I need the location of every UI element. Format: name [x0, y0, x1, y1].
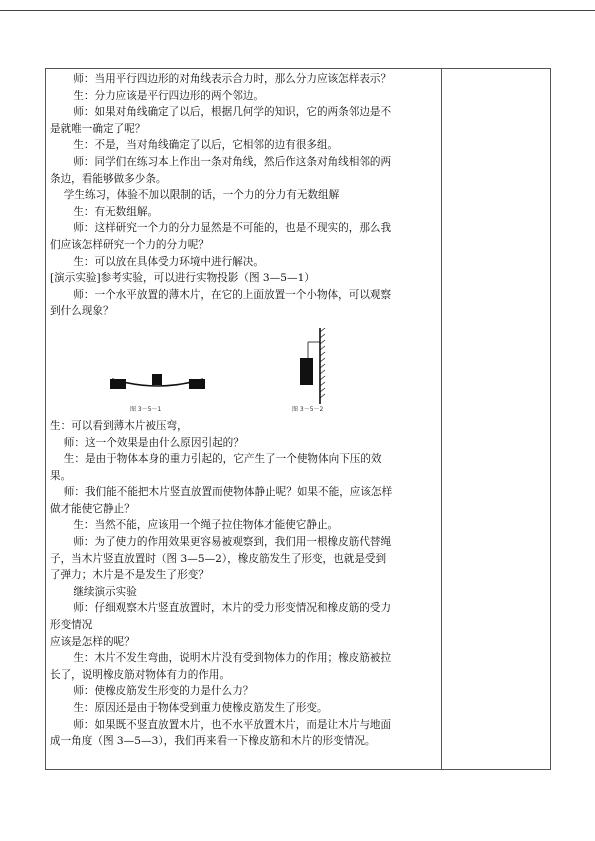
page-top-rule [0, 10, 595, 11]
text-line: 师：如果对角线确定了以后，根据几何学的知识，它的两条邻边是不 [73, 106, 392, 119]
figure-3-5-2-caption: 图 3－5－2 [292, 405, 324, 413]
text-line: 到什么现象？ [50, 305, 114, 318]
text-line: 子，当木片竖直放置时（图 3—5—2），橡皮筋发生了形变，也就是受到 [50, 552, 387, 565]
text-line: 做才能使它静止？ [50, 502, 135, 515]
text-line: 果。 [50, 469, 72, 482]
text-line: 是就唯一确定了呢？ [50, 122, 146, 135]
text-line: 形变情况 [50, 619, 93, 632]
text-line: 生：有无数组解。 [73, 205, 159, 218]
text-line: 长了，说明橡皮筋对物体有力的作用。 [50, 668, 231, 681]
text-line: 师：这一个效果是由什么原因引起的？ [63, 436, 244, 449]
small-object [152, 374, 162, 385]
text-line: 了弹力；木片是不是发生了形变？ [50, 569, 209, 582]
text-line: 生：可以放在具体受力环境中进行解决。 [73, 255, 264, 268]
text-line: 师：同学们在练习本上作出一条对角线，然后作这条对角线相邻的两 [73, 155, 392, 168]
text-line: 生：木片不发生弯曲，说明木片没有受到物体力的作用；橡皮筋被拉 [73, 652, 392, 665]
dialogue-block-1 [50, 71, 436, 320]
figure-3-5-2 [294, 328, 326, 404]
text-line: 师：我们能不能把木片竖直放置而使物体静止呢？如果不能，应该怎样 [63, 486, 393, 499]
text-line: 学生练习，体验不加以限制的话，一个力的分力有无数组解 [63, 189, 340, 202]
text-line: 师：如果既不竖直放置木片，也不水平放置木片，而是让木片与地面 [73, 718, 392, 731]
text-line: [演示实验]参考实验，可以进行实物投影（图 3—5—1） [50, 272, 315, 285]
figure-row [50, 320, 436, 418]
figure-3-5-1-caption: 图 3－5－1 [130, 405, 162, 413]
text-line: 生：不是，当对角线确定了以后，它相邻的边有很多组。 [73, 139, 339, 152]
text-line: 师：为了使力的作用效果更容易被观察到，我们用一根橡皮筋代替绳 [73, 536, 392, 549]
text-line: 生：原因还是由于物体受到重力使橡皮筋发生了形变。 [73, 702, 328, 714]
text-line: 师：使橡皮筋发生形变的力是什么力？ [73, 685, 254, 698]
text-line: 应该是怎样的呢？ [50, 635, 135, 648]
text-line: 生：当然不能，应该用一个绳子拉住物体才能使它静止。 [73, 519, 339, 532]
lesson-content [50, 71, 436, 750]
text-line: 成一角度（图 3—5—3），我们再来看一下橡皮筋和木片的形变情况。 [50, 735, 376, 748]
text-line: 继续演示实验 [73, 585, 137, 598]
text-line: 师：仔细观察木片竖直放置时，木片的受力形变情况和橡皮筋的受力 [73, 602, 392, 615]
text-line: 师：当用平行四边形的对角线表示合力时，那么分力应该怎样表示？ [73, 73, 392, 85]
text-line: 师：一个水平放置的薄木片，在它的上面放置一个小物体，可以观察 [73, 288, 392, 301]
text-line: 条边，看能够做多少条。 [50, 172, 167, 185]
dialogue-block-2 [50, 418, 436, 750]
text-line: 生：可以看到薄木片被压弯， [50, 419, 188, 432]
text-line: 生：分力应该是平行四边形的两个邻边。 [73, 89, 264, 102]
text-line: 师：这样研究一个力的分力显然是不可能的，也是不现实的，那么我 [73, 222, 392, 235]
text-line: 生：是由于物体本身的重力引起的，它产生了一个使物体向下压的效 [63, 453, 382, 466]
notes-column-divider [441, 68, 442, 770]
figure-3-5-1 [110, 366, 205, 396]
text-line: 们应该怎样研究一个力的分力呢？ [50, 238, 209, 251]
hanging-object [300, 358, 313, 385]
